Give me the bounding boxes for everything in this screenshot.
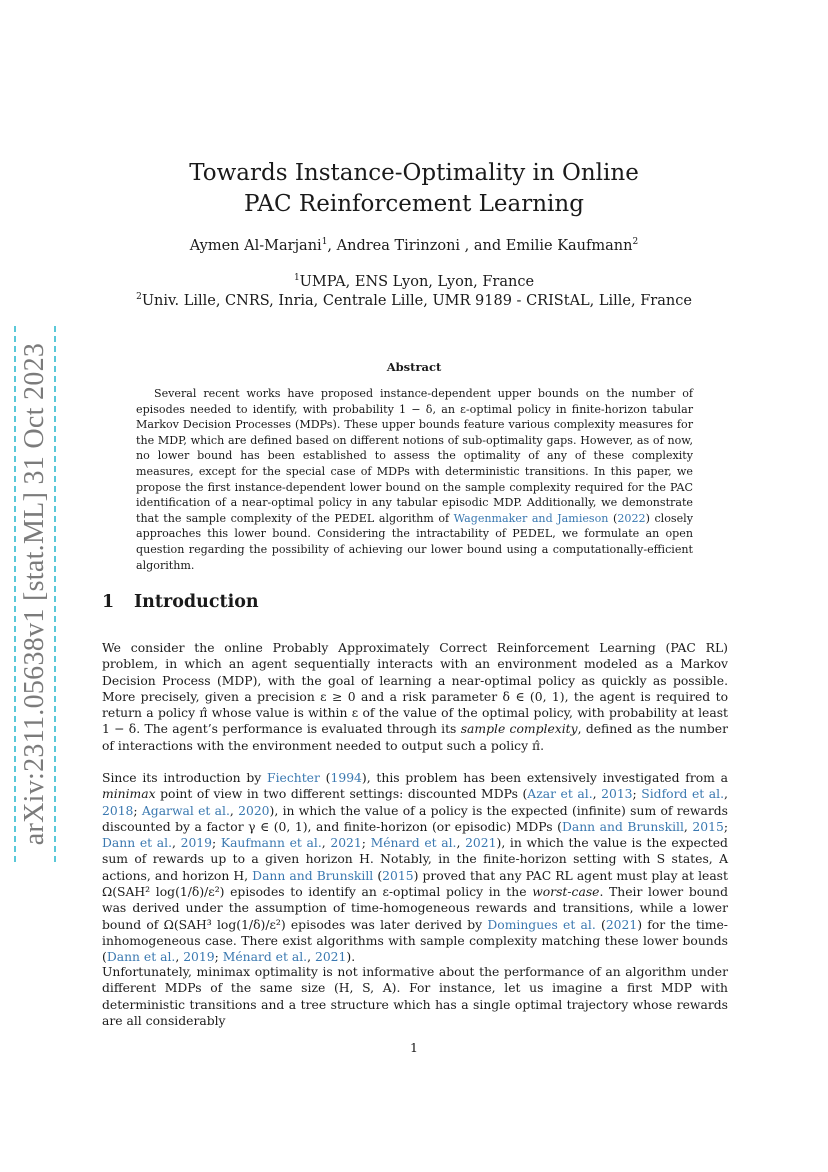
section-heading bbox=[102, 592, 259, 612]
section-title: Introduction bbox=[134, 592, 259, 612]
abstract-body: Several recent works have proposed instance-dependent upper bounds on the number of episodes needed to identify, with probability 1 − δ, an ε-optimal policy in finite-horizon tabular Markov Decision Processes (MDPs). These upper bounds feature various complexity measures for the MDP, which are defined based on different notions of sub-optimality gaps. However, as of now, no lower bound has been established to assess the optimality of any of these complexity measures, except for the special case of MDPs with deterministic transitions. In this paper, we propose the first instance-dependent lower bound on the sample complexity required for the PAC identification of a near-optimal policy in any tabular episodic MDP. Additionally, we demonstrate that the sample complexity of the PEDEL algorithm of Wagenmaker and Jamieson (2022) closely approaches this lower bound. Considering the intractability of PEDEL, we formulate an open question regarding the possibility of achieving our lower bound using a computationally-efficient algorithm. bbox=[136, 387, 693, 572]
abstract-heading: Abstract bbox=[386, 360, 442, 374]
body-text: Unfortunately, minimax optimality is not informative about the performance of an algorithm under different MDPs of the same size (H, S, A). For instance, let us imagine a first MDP with deterministic transitions and a tree structure which has a single optimal trajectory whose rewards are all considerably bbox=[102, 965, 728, 1028]
emphasis-text: worst-case bbox=[532, 885, 600, 900]
author-name: Emilie Kaufmann bbox=[505, 238, 633, 254]
citation-year-link[interactable]: 2019 bbox=[183, 950, 215, 965]
citation-link[interactable]: Wagenmaker and Jamieson bbox=[453, 511, 609, 525]
affiliation-1 bbox=[0, 274, 828, 290]
citation-link[interactable]: Kaufmann et al. bbox=[220, 836, 322, 851]
body-text: . Their lower bound was derived under the assumption of time-homogeneous rewards and transitions, while a lower bound of Ω(SAH³ log(1/δ)/ε²) episodes was later derived by bbox=[102, 885, 728, 932]
author-list: Aymen Al-Marjani$^1$, Andrea Tirinzoni , and Emilie Kaufmann$^2$ bbox=[189, 237, 639, 254]
citation-year-link[interactable]: 2021 bbox=[330, 836, 362, 851]
citation-link[interactable]: Sidford et al. bbox=[641, 787, 725, 802]
citation-link[interactable]: Domingues et al. bbox=[487, 917, 596, 932]
citation-year-link[interactable]: 2020 bbox=[238, 803, 270, 818]
body-text: , defined as the number of interactions with the environment needed to output such a policy π̂. bbox=[102, 722, 728, 753]
affil-mark: 2 bbox=[136, 292, 142, 302]
emphasis-text: minimax bbox=[102, 787, 156, 802]
citation-year-link[interactable]: 1994 bbox=[330, 771, 362, 785]
body-text: , this problem has been extensively investigated from a bbox=[366, 771, 728, 785]
author-name: Andrea Tirinzoni bbox=[336, 238, 461, 254]
citation-link[interactable]: Agarwal et al. bbox=[141, 803, 230, 818]
title-line-1: Towards Instance-Optimality in Online bbox=[189, 160, 639, 186]
citation-link[interactable]: Dann et al. bbox=[102, 836, 172, 851]
citation-link[interactable]: Ménard et al. bbox=[370, 836, 457, 851]
body-text: proved that any PAC RL agent must play at least Ω(SAH² log(1/δ)/ε²) episodes to identify an ε-optimal policy in the bbox=[102, 868, 728, 900]
citation-year-link[interactable]: 2015 bbox=[382, 868, 414, 883]
title-line-2: PAC Reinforcement Learning bbox=[244, 191, 584, 217]
citation-year-link[interactable]: 2015 bbox=[692, 819, 724, 834]
author-affil-mark: 2 bbox=[632, 237, 639, 247]
citation-year-link[interactable]: 2021 bbox=[605, 917, 638, 932]
author-affil-mark: 1 bbox=[321, 237, 328, 247]
citation-link[interactable]: Dann et al. bbox=[106, 950, 176, 965]
body-text: Since its introduction by bbox=[102, 771, 262, 785]
body-text: for the time-inhomogeneous case. There exist algorithms with sample complexity matching these lower bounds ( bbox=[102, 917, 728, 965]
paragraph bbox=[102, 964, 728, 1029]
citation-year-link[interactable]: 2018 bbox=[102, 803, 134, 818]
affil-text: UMPA, ENS Lyon, Lyon, France bbox=[299, 274, 535, 290]
affiliation-2 bbox=[0, 293, 828, 309]
citation-link[interactable]: Dann and Brunskill bbox=[561, 819, 684, 834]
citation-link[interactable]: Fiechter bbox=[267, 771, 320, 785]
page-number: 1 bbox=[410, 1040, 418, 1055]
arxiv-identifier: arXiv:2311.05638v1 [stat.ML] 31 Oct 2023 bbox=[19, 342, 51, 846]
abstract-text: Several recent works have proposed instance-dependent upper bounds on the number of episodes needed to identify, with probability 1 − δ, an ε-optimal policy in finite-horizon tabular Markov Decision Processes (MDPs). These upper bounds feature various complexity measures for the MDP, which are defined based on different notions of sub-optimality gaps. However, as of now, no lower bound has been established to assess the optimality of any of these complexity measures, except for the special case of MDPs with deterministic transitions. In this paper, we propose the first instance-dependent lower bound on the sample complexity required for the PAC identification of a near-optimal policy in any tabular episodic MDP. Additionally, we demonstrate that the sample complexity of the PEDEL algorithm of bbox=[136, 387, 693, 525]
citation-year-link[interactable]: 2013 bbox=[601, 787, 633, 802]
citation-link[interactable]: Dann and Brunskill bbox=[252, 868, 374, 883]
body-text: ), in which the value of a policy is the expected (infinite) sum of rewards discounted by a factor γ ∈ (0, 1), and finite-horizon (or episodic) MDPs ( bbox=[102, 803, 728, 834]
citation-link[interactable]: Ménard et al. bbox=[222, 950, 308, 965]
citation-link[interactable]: Azar et al. bbox=[527, 787, 593, 802]
author-name: Aymen Al-Marjani bbox=[189, 238, 322, 254]
body-text: We consider the online Probably Approximately Correct Reinforcement Learning (PAC RL) problem, in which an agent sequentially interacts with an environment modeled as a Markov Decision Process (MDP), with the goal of learning a near-optimal policy as quickly as possible. More precisely, given a precision ε ≥ 0 and a risk parameter δ ∈ (0, 1), the agent is required to return a policy π̂ whose value is within ε of the value of the optimal policy, with probability at least 1 − δ. The agent’s performance is evaluated through its bbox=[102, 641, 728, 737]
paper-title bbox=[0, 158, 828, 220]
body-text: ), in which the value is the expected sum of rewards up to a given horizon H. Notably, in the finite-horizon setting with S states, A actions, and horizon H, bbox=[102, 836, 728, 883]
paragraph bbox=[102, 640, 728, 754]
citation-year-link[interactable]: 2022 bbox=[617, 511, 646, 525]
paragraph: Since its introduction by Fiechter (1994), this problem has been extensively investigated from a minimax point of view in two different settings: discounted MDPs (Azar et al., 2013; Sidford et al., 2018; Agarwal et al., 2020), in which the value of a policy is the expected (infinite) sum of rewards discounted by a factor γ ∈ (0, 1), and finite-horizon (or episodic) MDPs (Dann and Brunskill, 2015; Dann et al., 2019; Kaufmann et al., 2021; Ménard et al., 2021), in which the value is the expected sum of rewards up to a given horizon H. Notably, in the finite-horizon setting with S states, A actions, and horizon H, Dann and Brunskill (2015) proved that any PAC RL agent must play at least Ω(SAH² log(1/δ)/ε²) episodes to identify an ε-optimal policy in the worst-case. Their lower bound was derived under the assumption of time-homogeneous rewards and transitions, while a lower bound of Ω(SAH³ log(1/δ)/ε²) episodes was later derived by Domingues et al. (2021) for the time-inhomogeneous case. There exist algorithms with sample complexity matching these lower bounds (Dann et al., 2019; Ménard et al., 2021). bbox=[102, 771, 728, 965]
citation-year-link[interactable]: 2021 bbox=[314, 950, 347, 965]
abstract-text: closely approaches this lower bound. Considering the intractability of PEDEL, we formulate an open question regarding the possibility of achieving our lower bound using a computationally-efficient algorithm. bbox=[136, 511, 693, 572]
citation-year-link[interactable]: 2021 bbox=[465, 836, 497, 851]
emphasis-text: sample complexity bbox=[460, 722, 578, 737]
body-text: ). bbox=[346, 950, 356, 965]
section-number: 1 bbox=[102, 592, 115, 612]
citation-year-link[interactable]: 2019 bbox=[180, 836, 213, 851]
affil-mark: 1 bbox=[293, 273, 300, 283]
affil-text: Univ. Lille, CNRS, Inria, Centrale Lille, UMR 9189 - CRIStAL, Lille, France bbox=[141, 293, 692, 309]
body-text: point of view in two different settings: discounted MDPs ( bbox=[160, 787, 528, 802]
arxiv-sidebar-stamp bbox=[14, 326, 56, 862]
